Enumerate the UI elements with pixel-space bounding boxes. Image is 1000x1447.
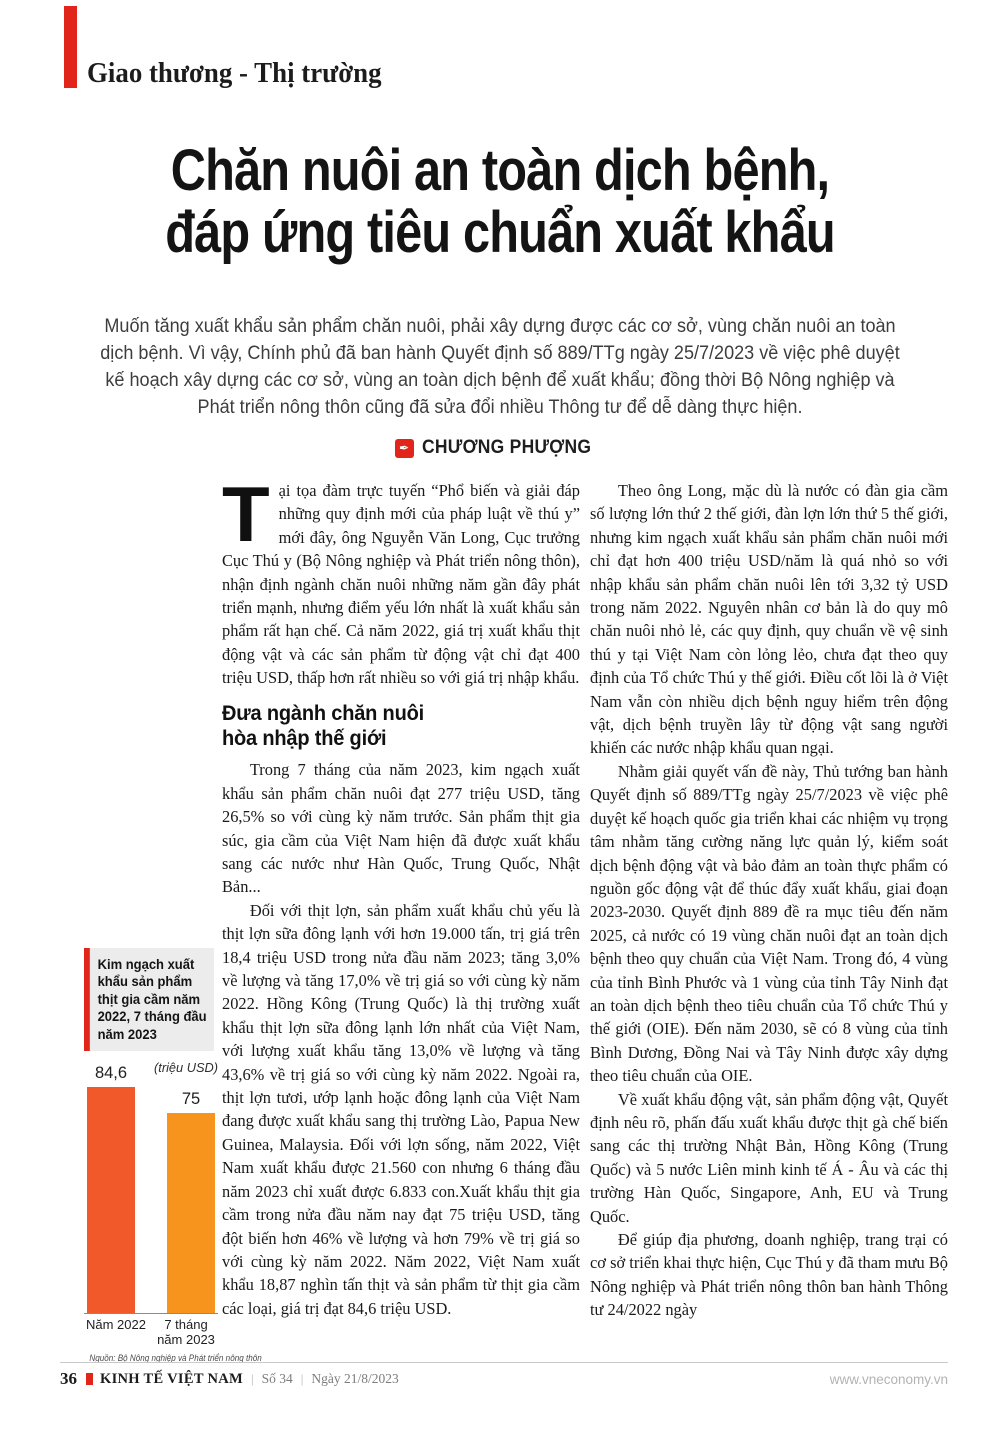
author-name: CHƯƠNG PHƯỢNG	[421, 437, 591, 458]
website-url: www.vneconomy.vn	[829, 1371, 948, 1387]
bar-2023	[167, 1113, 215, 1313]
bar-value-label: 84,6	[94, 1064, 128, 1083]
bar-value-label: 75	[181, 1090, 201, 1109]
section-header	[64, 6, 394, 88]
subhead-line-2: hòa nhập thế giới	[222, 726, 387, 751]
headline-line-1: Chăn nuôi an toàn dịch bệnh,	[170, 138, 830, 203]
subhead-line-1: Đưa ngành chăn nuôi	[222, 700, 425, 725]
chart-bars	[84, 1064, 218, 1313]
headline-line-2: đáp ứng tiêu chuẩn xuất khẩu	[165, 200, 835, 266]
chart-title: Kim ngạch xuất khẩu sản phẩm thịt gia cầm năm 2022, 7 tháng đầu năm 2023	[84, 948, 214, 1051]
paragraph	[222, 479, 580, 690]
footer-rule	[60, 1362, 948, 1363]
right-column	[590, 479, 948, 1355]
separator: |	[300, 1371, 304, 1386]
separator: |	[251, 1371, 254, 1386]
page-number: 36	[60, 1369, 77, 1388]
category-label: Năm 2022	[86, 1317, 146, 1333]
paragraph: Trong 7 tháng của năm 2023, kim ngạch xuất khẩu sản phẩm chăn nuôi đạt 277 triệu USD, tăng 26,5% so với cùng kỳ năm trước. Sản phẩm thịt gia súc, gia cầm của Việt Nam hiện đã được xuất khẩu sang các nước như Hàn Quốc, Trung Quốc, Nhật Bản...	[222, 760, 580, 897]
red-square-icon	[86, 1373, 93, 1385]
article-body	[222, 479, 948, 1355]
bar-2022	[87, 1087, 135, 1313]
paragraph: Theo ông Long, mặc dù là nước có đàn gia cầm số lượng lớn thứ 2 thế giới, đàn lợn lớn thứ 5 thế giới, nhưng kim ngạch xuất khẩu sản phẩm chăn nuôi mới chỉ đạt hơn 400 triệu USD/năm là quá nhỏ so với nhập khẩu sản phẩm chăn nuôi lên tới 3,32 tỷ USD trong năm 2022. Nguyên nhân cơ bản là do quy mô chăn nuôi nhỏ lẻ, các quy định, quy chuẩn về vệ sinh thú y tại Việt Nam còn lỏng lẻo, chưa đạt theo quy định của Tổ chức Thú y thế giới. Điều cốt lõi là ở Việt Nam vẫn còn nhiều dịch bệnh nguy hiểm trên động vật, dịch bệnh truyền lây từ động vật sang người khiến các nước nhập khẩu quan ngại.	[590, 481, 948, 758]
paragraph-text: ại tọa đàm trực tuyến “Phổ biến và giải đáp những quy định mới của pháp luật về thú y” mới đây, ông Nguyễn Văn Long, Cục trưởng Cục Thú y (Bộ Nông nghiệp và Phát triển nông thôn), nhận định ngành chăn nuôi những năm gần đây phát triển mạnh, nhưng điểm yếu lớn nhất là xuất khẩu sản phẩm rất hạn chế. Cả năm 2022, giá trị xuất khẩu thịt động vật và các sản phẩm từ động vật chỉ đạt 400 triệu USD, thấp hơn rất nhiều so với giá trị nhập khẩu.	[222, 481, 580, 688]
chart-category-labels	[84, 1314, 218, 1348]
bar-group-2022	[87, 1064, 135, 1313]
left-column	[222, 479, 580, 1355]
drop-cap: T	[222, 479, 270, 558]
issue-date: Ngày 21/8/2023	[311, 1371, 399, 1386]
category-label: 7 tháng năm 2023	[157, 1317, 215, 1348]
byline	[0, 437, 1000, 459]
chart-source: Nguồn: Bộ Nông nghiệp và Phát triển nông thôn	[89, 1352, 262, 1363]
red-accent-bar	[64, 6, 77, 88]
publication-name: KINH TẾ VIỆT NAM	[100, 1370, 243, 1387]
bar-chart: Kim ngạch xuất khẩu sản phẩm thịt gia cầm năm 2022, 7 tháng đầu năm 2023 (triệu USD) 84,6 75 Năm 2022 7 tháng năm 2023 Nguồn: Bộ Nông nghiệp và Phát triển nông thôn	[84, 948, 218, 1363]
paragraph: Để giúp địa phương, doanh nghiệp, trang trại có cơ sở triển khai thực hiện, Cục Thú y đã tham mưu Bộ Nông nghiệp và Phát triển nông thôn ban hành Thông tư 24/2022 ngày	[590, 1230, 948, 1320]
section-subhead	[222, 701, 555, 752]
paragraph: Đối với thịt lợn, sản phẩm xuất khẩu chủ yếu là thịt lợn sữa đông lạnh với hơn 19.000 tấn, trị giá trên 18,4 triệu USD trong nửa đầu năm 2023; tăng 3,0% về lượng và tăng 17,0% về trị giá so với cùng kỳ năm 2022. Hồng Kông (Trung Quốc) là thị trường xuất khẩu thịt lợn sữa đông lạnh lớn nhất của Việt Nam, với lượng xuất khẩu tăng 13,0% về lượng và tăng 43,6% về trị giá so với cùng kỳ năm 2022. Ngoài ra, thịt lợn tươi, ướp lạnh hoặc đông lạnh của Việt Nam đang được xuất khẩu sang thị trường Lào, Papua New Guinea, Malaysia. Đối với lợn sống, năm 2022, Việt Nam xuất khẩu được 21.560 con nhưng 6 tháng đầu năm 2023 chỉ xuất được 6.833 con.Xuất khẩu thịt gia cầm trong nửa đầu năm nay đạt 75 triệu USD, tăng đột biến hơn 46% về lượng và hơn 79% về trị giá so với cùng kỳ năm 2022. Năm 2022, Việt Nam xuất khẩu 18,87 nghìn tấn thịt và sản phẩm từ thịt gia cầm các loại, giá trị đạt 84,6 triệu USD.	[222, 900, 580, 1318]
article-lead: Muốn tăng xuất khẩu sản phẩm chăn nuôi, phải xây dựng được các cơ sở, vùng chăn nuôi an toàn dịch bệnh. Vì vậy, Chính phủ đã ban hành Quyết định số 889/TTg ngày 25/7/2023 về việc phê duyệt kế hoạch xây dựng các cơ sở, vùng an toàn dịch bệnh để xuất khẩu; đồng thời Bộ Nông nghiệp và Phát triển nông thôn cũng đã sửa đổi nhiều Thông tư để dễ dàng thực hiện.	[100, 316, 900, 418]
article-headline	[0, 140, 1000, 264]
paragraph: Nhằm giải quyết vấn đề này, Thủ tướng ban hành Quyết định số 889/TTg ngày 25/7/2023 về việc phê duyệt kế hoạch quốc gia triển khai các nhiệm vụ trọng tâm nhằm tăng cường năng lực quản lý, kiểm soát dịch bệnh động vật và bảo đảm an toàn thực phẩm có nguồn gốc động vật để thúc đẩy xuất khẩu, giai đoạn 2023-2030. Quyết định 889 đề ra mục tiêu đến năm 2025, cả nước có 19 vùng chăn nuôi đạt an toàn dịch bệnh theo quy chuẩn của Việt Nam. Trong đó, 4 vùng của tỉnh Bình Phước và 1 vùng của tỉnh Tây Ninh đạt an toàn dịch bệnh theo tiêu chuẩn của Tổ chức Thú y thế giới (OIE). Đến năm 2030, sẽ có 8 vùng của tỉnh Bình Dương, Đồng Nai và Tây Ninh được xây dựng theo tiêu chuẩn của OIE.	[590, 761, 948, 1086]
issue-number: Số 34	[261, 1371, 293, 1386]
section-title: Giao thương - Thị trường	[87, 58, 382, 90]
page-footer	[60, 1369, 948, 1389]
pen-icon: ✒	[395, 439, 414, 458]
paragraph: Về xuất khẩu động vật, sản phẩm động vật, Quyết định nêu rõ, phấn đấu xuất khẩu được thịt gà chế biến sang các thị trường Nhật Bản, Hồng Kông (Trung Quốc) và 5 nước Liên minh kinh tế Á - Âu và các thị trường Hàn Quốc, Singapore, Anh, EU và Trung Quốc.	[590, 1089, 948, 1226]
bar-group-2023	[167, 1090, 215, 1313]
